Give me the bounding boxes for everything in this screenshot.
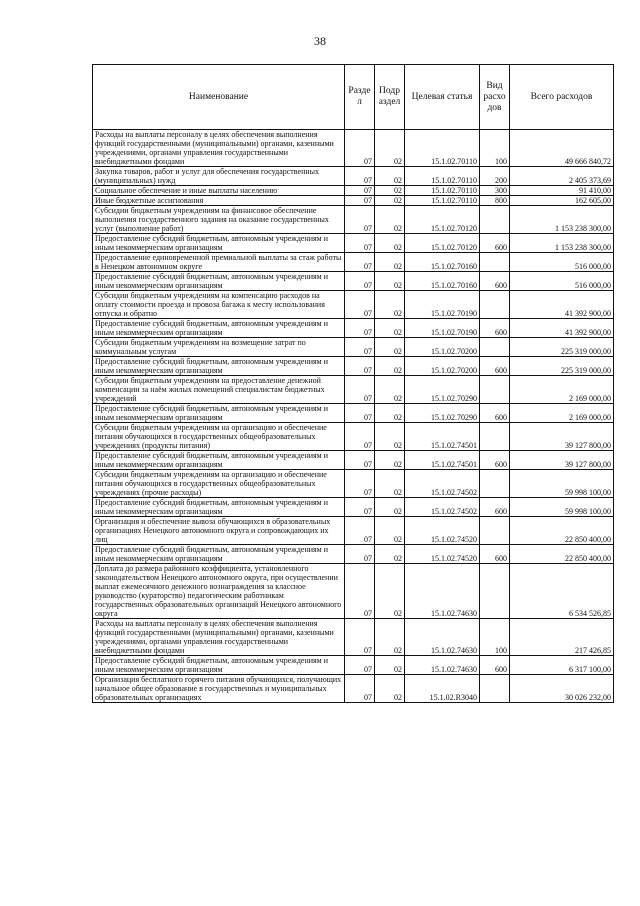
row-kind: 100: [480, 130, 510, 167]
row-amount: 41 392 900,00: [510, 319, 614, 338]
row-kind: [480, 206, 510, 234]
row-amount: 39 127 800,00: [510, 451, 614, 470]
row-kind: [480, 470, 510, 498]
table-row: [93, 564, 614, 619]
row-amount: 59 998 100,00: [510, 470, 614, 498]
row-article: 15.1.02.70160: [405, 272, 480, 291]
row-amount: 225 319 000,00: [510, 357, 614, 376]
row-subsection: 02: [375, 423, 405, 451]
table-row: [93, 423, 614, 451]
row-name: Предоставление субсидий бюджетным, автономным учреждениям и иным некоммерческим организациям: [93, 272, 345, 291]
row-amount: 2 169 000,00: [510, 376, 614, 404]
row-article: 15.1.02.70190: [405, 291, 480, 319]
row-section: 07: [345, 167, 375, 186]
row-amount: 6 317 100,00: [510, 656, 614, 675]
row-name: Предоставление субсидий бюджетным, автономным учреждениям и иным некоммерческим организациям: [93, 545, 345, 564]
row-name: Предоставление субсидий бюджетным, автономным учреждениям и иным некоммерческим организациям: [93, 319, 345, 338]
row-name: Расходы на выплаты персоналу в целях обеспечения выполнения функций государственными (муниципальными) органами, казенными учреждениями, органами управления государственными внебюджетными фондами: [93, 130, 345, 167]
row-amount: 22 850 400,00: [510, 517, 614, 545]
table-row: [93, 206, 614, 234]
table-row: [93, 675, 614, 703]
header-kind: Вид расхо дов: [480, 65, 510, 130]
row-subsection: 02: [375, 234, 405, 253]
row-article: 15.1.02.70120: [405, 206, 480, 234]
row-amount: 1 153 238 300,00: [510, 234, 614, 253]
row-article: 15.1.02.70160: [405, 253, 480, 272]
row-name: Расходы на выплаты персоналу в целях обеспечения выполнения функций государственными (муниципальными) органами, казенными учреждениями, органами управления государственными внебюджетными фондами: [93, 619, 345, 656]
table-row: [93, 234, 614, 253]
row-name: Социальное обеспечение и иные выплаты населению: [93, 186, 345, 196]
row-name: Организация и обеспечение вывоза обучающихся в образовательных организациях Ненецкого автономного округа и сопровождающих их лиц: [93, 517, 345, 545]
row-article: 15.1.02.70110: [405, 186, 480, 196]
row-amount: 39 127 800,00: [510, 423, 614, 451]
row-subsection: 02: [375, 470, 405, 498]
row-article: 15.1.02.70200: [405, 357, 480, 376]
row-name: Субсидии бюджетным учреждениям на предоставление денежной компенсации за наём жилых помещений специалистам бюджетных учреждений: [93, 376, 345, 404]
row-section: 07: [345, 376, 375, 404]
row-subsection: 02: [375, 451, 405, 470]
row-kind: 600: [480, 272, 510, 291]
row-kind: 600: [480, 319, 510, 338]
row-subsection: 02: [375, 186, 405, 196]
row-subsection: 02: [375, 376, 405, 404]
table-row: [93, 186, 614, 196]
row-article: 15.1.02.70110: [405, 130, 480, 167]
table-row: [93, 291, 614, 319]
row-subsection: 02: [375, 675, 405, 703]
row-section: 07: [345, 656, 375, 675]
row-kind: [480, 564, 510, 619]
row-kind: 200: [480, 167, 510, 186]
row-article: 15.1.02.74501: [405, 451, 480, 470]
row-subsection: 02: [375, 253, 405, 272]
row-name: Субсидии бюджетным учреждениям на организацию и обеспечение питания обучающихся в государственных общеобразовательных учреждениях (продукты питания): [93, 423, 345, 451]
row-subsection: 02: [375, 167, 405, 186]
row-section: 07: [345, 498, 375, 517]
row-section: 07: [345, 675, 375, 703]
row-name: Предоставление субсидий бюджетным, автономным учреждениям и иным некоммерческим организациям: [93, 498, 345, 517]
table-row: [93, 470, 614, 498]
row-amount: 2 169 000,00: [510, 404, 614, 423]
row-name: Доплата до размера районного коэффициента, установленного законодательством Ненецкого автономного округа, при осуществлении выплат ежемесячного денежного вознаграждения за классное руководство (кураторство) педагогическим работникам государственных образовательных организаций Ненецкого автономного округа: [93, 564, 345, 619]
row-article: 15.1.02.74520: [405, 545, 480, 564]
row-amount: 516 000,00: [510, 253, 614, 272]
row-kind: 600: [480, 545, 510, 564]
row-section: 07: [345, 564, 375, 619]
table-row: [93, 656, 614, 675]
table-row: [93, 357, 614, 376]
row-subsection: 02: [375, 517, 405, 545]
table-row: [93, 451, 614, 470]
row-subsection: 02: [375, 656, 405, 675]
row-kind: 600: [480, 404, 510, 423]
page-number: 38: [314, 34, 326, 48]
row-kind: 800: [480, 196, 510, 206]
row-subsection: 02: [375, 196, 405, 206]
table-row: [93, 404, 614, 423]
header-name: Наименование: [93, 65, 345, 130]
row-subsection: 02: [375, 564, 405, 619]
row-kind: 600: [480, 656, 510, 675]
row-article: 15.1.02.70120: [405, 234, 480, 253]
row-section: 07: [345, 470, 375, 498]
row-name: Предоставление субсидий бюджетным, автономным учреждениям и иным некоммерческим организациям: [93, 451, 345, 470]
row-name: Субсидии бюджетным учреждениям на возмещение затрат по коммунальным услугам: [93, 338, 345, 357]
row-amount: 2 405 373,69: [510, 167, 614, 186]
row-article: 15.1.02.70190: [405, 319, 480, 338]
row-article: 15.1.02.70110: [405, 167, 480, 186]
row-amount: 217 426,85: [510, 619, 614, 656]
row-article: 15.1.02.70290: [405, 376, 480, 404]
row-section: 07: [345, 253, 375, 272]
row-name: Субсидии бюджетным учреждениям на финансовое обеспечение выполнения государственного задания на оказание государственных услуг (выполнение работ): [93, 206, 345, 234]
row-section: 07: [345, 206, 375, 234]
row-subsection: 02: [375, 619, 405, 656]
row-kind: [480, 253, 510, 272]
row-subsection: 02: [375, 338, 405, 357]
row-article: 15.1.02.74502: [405, 498, 480, 517]
row-name: Иные бюджетные ассигнования: [93, 196, 345, 206]
row-section: 07: [345, 619, 375, 656]
row-section: 07: [345, 423, 375, 451]
table-row: [93, 196, 614, 206]
row-article: 15.1.02.R3040: [405, 675, 480, 703]
row-amount: 1 153 238 300,00: [510, 206, 614, 234]
header-subsection: Подр аздел: [375, 65, 405, 130]
row-section: 07: [345, 517, 375, 545]
row-subsection: 02: [375, 357, 405, 376]
row-amount: 22 850 400,00: [510, 545, 614, 564]
row-article: 15.1.02.74630: [405, 619, 480, 656]
row-kind: [480, 338, 510, 357]
row-section: 07: [345, 338, 375, 357]
row-kind: [480, 517, 510, 545]
row-kind: 600: [480, 451, 510, 470]
row-subsection: 02: [375, 130, 405, 167]
row-name: Организация бесплатного горячего питания обучающихся, получающих начальное общее образование в государственных и муниципальных образовательных организациях: [93, 675, 345, 703]
table-row: [93, 376, 614, 404]
row-article: 15.1.02.74630: [405, 564, 480, 619]
row-section: 07: [345, 234, 375, 253]
row-article: 15.1.02.70110: [405, 196, 480, 206]
row-name: Субсидии бюджетным учреждениям на организацию и обеспечение питания обучающихся в государственных общеобразовательных учреждениях (прочие расходы): [93, 470, 345, 498]
row-amount: 225 319 000,00: [510, 338, 614, 357]
row-article: 15.1.02.74502: [405, 470, 480, 498]
row-subsection: 02: [375, 319, 405, 338]
row-kind: 600: [480, 357, 510, 376]
table-row: [93, 498, 614, 517]
table-row: [93, 272, 614, 291]
row-amount: 162 605,00: [510, 196, 614, 206]
row-section: 07: [345, 404, 375, 423]
row-section: 07: [345, 186, 375, 196]
row-name: Предоставление субсидий бюджетным, автономным учреждениям и иным некоммерческим организациям: [93, 656, 345, 675]
row-name: Предоставление субсидий бюджетным, автономным учреждениям и иным некоммерческим организациям: [93, 404, 345, 423]
row-subsection: 02: [375, 545, 405, 564]
row-section: 07: [345, 291, 375, 319]
budget-table: [92, 64, 614, 703]
row-article: 15.1.02.70200: [405, 338, 480, 357]
header-total: Всего расходов: [510, 65, 614, 130]
row-section: 07: [345, 196, 375, 206]
header-article: Целевая статья: [405, 65, 480, 130]
row-article: 15.1.02.74630: [405, 656, 480, 675]
row-amount: 30 026 232,00: [510, 675, 614, 703]
row-amount: 41 392 900,00: [510, 291, 614, 319]
table-header-row: [93, 65, 614, 130]
table-row: [93, 338, 614, 357]
row-name: Субсидии бюджетным учреждениям на компенсацию расходов на оплату стоимости проезда и провоза багажа к месту использования отпуска и обратно: [93, 291, 345, 319]
row-section: 07: [345, 545, 375, 564]
row-kind: [480, 675, 510, 703]
table-body: [93, 130, 614, 703]
row-article: 15.1.02.74520: [405, 517, 480, 545]
table-row: [93, 619, 614, 656]
table-row: [93, 517, 614, 545]
row-amount: 516 000,00: [510, 272, 614, 291]
row-name: Закупка товаров, работ и услуг для обеспечения государственных (муниципальных) нужд: [93, 167, 345, 186]
row-amount: 6 534 526,85: [510, 564, 614, 619]
row-subsection: 02: [375, 206, 405, 234]
row-kind: 600: [480, 498, 510, 517]
row-subsection: 02: [375, 404, 405, 423]
row-kind: [480, 423, 510, 451]
row-amount: 59 998 100,00: [510, 498, 614, 517]
table-row: [93, 167, 614, 186]
row-subsection: 02: [375, 291, 405, 319]
table-row: [93, 130, 614, 167]
row-section: 07: [345, 130, 375, 167]
table-row: [93, 319, 614, 338]
row-subsection: 02: [375, 498, 405, 517]
row-kind: [480, 291, 510, 319]
row-name: Предоставление субсидий бюджетным, автономным учреждениям и иным некоммерческим организациям: [93, 234, 345, 253]
table-row: [93, 253, 614, 272]
row-section: 07: [345, 272, 375, 291]
row-section: 07: [345, 319, 375, 338]
row-kind: 600: [480, 234, 510, 253]
row-article: 15.1.02.74501: [405, 423, 480, 451]
row-amount: 49 666 840,72: [510, 130, 614, 167]
header-section: Разде л: [345, 65, 375, 130]
table-row: [93, 545, 614, 564]
row-section: 07: [345, 451, 375, 470]
row-article: 15.1.02.70290: [405, 404, 480, 423]
row-kind: [480, 376, 510, 404]
row-kind: 100: [480, 619, 510, 656]
row-section: 07: [345, 357, 375, 376]
row-name: Предоставление субсидий бюджетным, автономным учреждениям и иным некоммерческим организациям: [93, 357, 345, 376]
row-name: Предоставление единовременной премиальной выплаты за стаж работы в Ненецком автономном округе: [93, 253, 345, 272]
row-amount: 91 410,00: [510, 186, 614, 196]
row-kind: 300: [480, 186, 510, 196]
row-subsection: 02: [375, 272, 405, 291]
